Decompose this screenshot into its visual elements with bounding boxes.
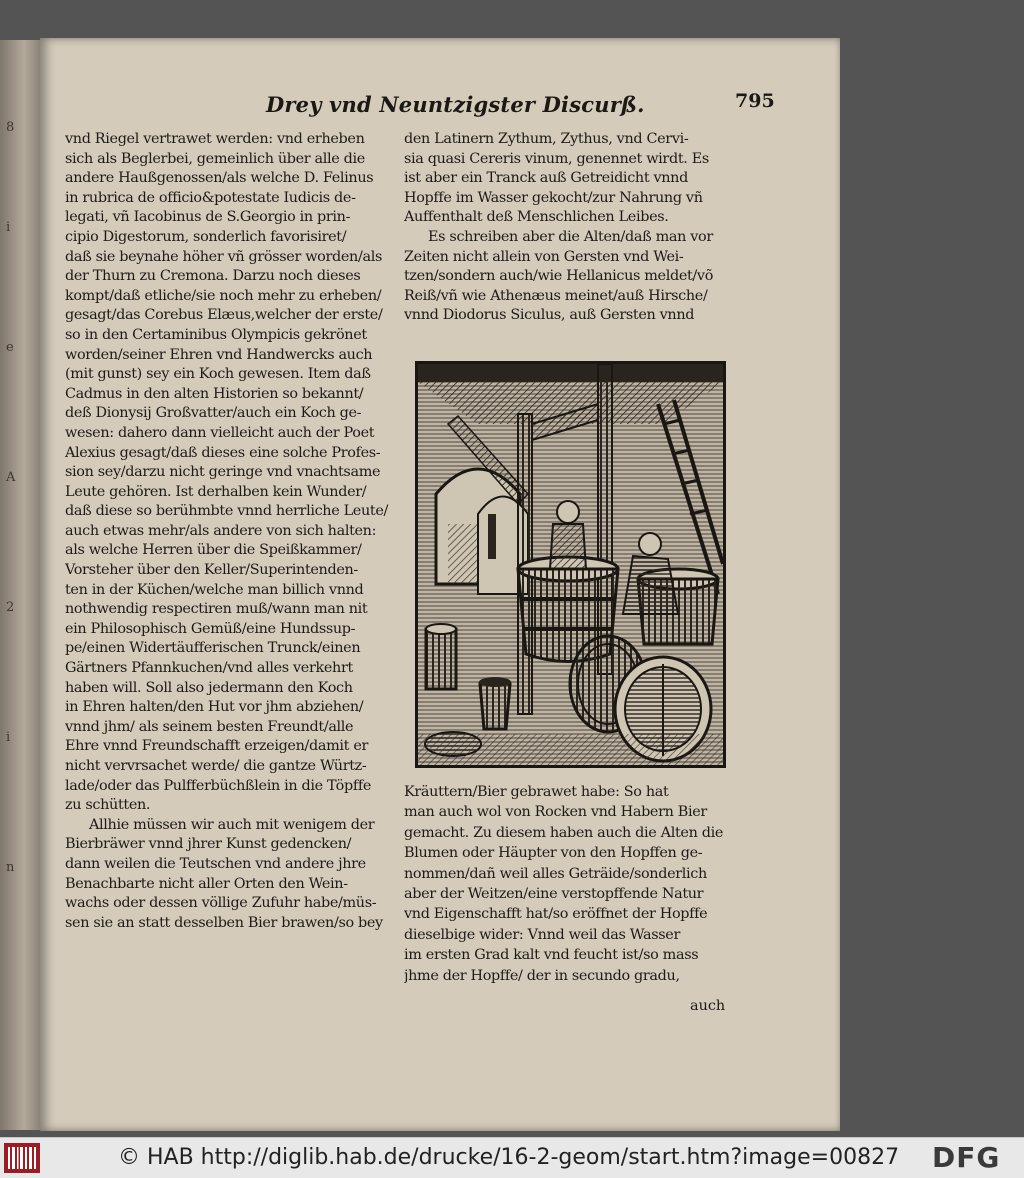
- text-line: man auch wol von Rocken vnd Habern Bier: [404, 804, 707, 821]
- previous-page-edge: 8 i e A 2 i n: [0, 40, 40, 1130]
- text-line: vnnd Diodorus Siculus, auß Gersten vnnd: [404, 307, 695, 324]
- text-line: vnnd jhm/ als seinem besten Freundt/alle: [65, 718, 354, 735]
- text-line: Zeiten nicht allein von Gersten vnd Wei-: [404, 248, 684, 265]
- copyright-url-text: © HAB http://diglib.hab.de/drucke/16-2-geom/start.htm?image=00827: [118, 1145, 900, 1170]
- text-line: (mit gunst) sey ein Koch gewesen. Item daß: [65, 366, 371, 383]
- text-line: ist aber ein Tranck auß Getreidicht vnnd: [404, 170, 688, 187]
- text-line: Leute gehören. Ist derhalben kein Wunder/: [65, 483, 367, 500]
- text-line: nicht vervrsachet werde/ die gantze Würtz-: [65, 758, 367, 774]
- catchword: auch: [690, 998, 726, 1014]
- text-line: Ehre vnnd Freundschafft erzeigen/damit er: [65, 738, 369, 755]
- text-line: nothwendig respectiren muß/wann man nit: [65, 601, 368, 618]
- text-line: in rubrica de officio&potestate Iudicis de-: [65, 189, 356, 206]
- text-line: gemacht. Zu diesem haben auch die Alten die: [404, 824, 723, 841]
- text-line: sich als Beglerbei, gemeinlich über alle die: [65, 150, 365, 167]
- text-line: Es schreiben aber die Alten/daß man vor: [428, 228, 713, 245]
- text-line: Reiß/vñ wie Athenæus meinet/auß Hirsche/: [404, 287, 708, 304]
- text-line: sia quasi Cereris vinum, genennet wirdt. Es: [404, 150, 709, 167]
- text-line: Vorsteher über den Keller/Superintenden-: [65, 562, 358, 579]
- text-line: wesen: dahero dann vielleicht auch der Poet: [65, 424, 375, 441]
- text-line: Benachbarte nicht aller Orten den Wein-: [65, 875, 348, 892]
- text-line: aber der Weitzen/eine verstopffende Natur: [404, 885, 704, 902]
- right-text-column-bottom: [404, 782, 738, 986]
- text-line: auch etwas mehr/als andere von sich halten:: [65, 522, 377, 539]
- page-number: 795: [735, 90, 775, 112]
- book-page: [40, 38, 840, 1131]
- text-line: Allhie müssen wir auch mit wenigem der: [89, 816, 375, 833]
- text-line: Kräuttern/Bier gebrawet habe: So hat: [404, 784, 669, 800]
- text-line: deß Dionysij Großvatter/auch ein Koch ge-: [65, 405, 362, 422]
- text-line: Alexius gesagt/daß dieses eine solche Profes-: [65, 444, 381, 461]
- text-line: so in den Certaminibus Olympicis gekrönet: [65, 326, 367, 343]
- text-line: daß diese so berühmbte vnnd herrliche Leute/: [65, 503, 388, 520]
- viewer-footer: [0, 1137, 1024, 1178]
- text-line: kompt/daß etliche/sie noch mehr zu erheben/: [65, 287, 382, 304]
- text-line: der Thurn zu Cremona. Darzu noch dieses: [65, 268, 361, 285]
- text-line: sen sie an statt desselben Bier brawen/so bey: [65, 914, 383, 931]
- text-line: den Latinern Zythum, Zythus, vnd Cervi-: [404, 131, 689, 147]
- text-line: legati, vñ Iacobinus de S.Georgio in prin-: [65, 209, 351, 226]
- text-line: in Ehren halten/den Hut vor jhm abziehen/: [65, 699, 364, 716]
- text-line: zu schütten.: [65, 797, 151, 814]
- text-line: ein Philosophisch Gemüß/eine Hundssup-: [65, 620, 356, 637]
- text-line: Auffenthalt deß Menschlichen Leibes.: [404, 209, 669, 226]
- text-line: sion sey/darzu nicht geringe vnd vnachtsame: [65, 464, 381, 481]
- text-line: ten in der Küchen/welche man billich vnnd: [65, 581, 364, 598]
- text-line: andere Haußgenossen/als welche D. Felinus: [65, 170, 374, 187]
- text-line: worden/seiner Ehren vnd Handwercks auch: [65, 346, 373, 363]
- text-line: wachs oder dessen völlige Zufuhr habe/müs-: [65, 895, 377, 912]
- text-line: jhme der Hopffe/ der in secundo gradu,: [404, 967, 680, 984]
- text-line: als welche Herren über die Speißkammer/: [65, 542, 362, 559]
- left-text-column: [65, 130, 398, 933]
- text-line: Blumen oder Häupter von den Hopffen ge-: [404, 845, 703, 862]
- text-line: Cadmus in den alten Historien so bekannt/: [65, 385, 364, 402]
- text-line: daß sie beynahe höher vñ grösser worden/als: [65, 248, 382, 265]
- text-line: tzen/sondern auch/wie Hellanicus meldet/võ: [404, 268, 714, 285]
- text-line: gesagt/das Corebus Elæus,welcher der erste/: [65, 307, 383, 324]
- barcode-icon: [4, 1143, 40, 1173]
- right-text-column-top: [404, 130, 738, 326]
- text-line: vnd Eigenschafft hat/so eröffnet der Hopffe: [404, 906, 708, 923]
- text-line: lade/oder das Pulfferbüchßlein in die Töpffe: [65, 777, 371, 794]
- text-line: haben will. Soll also jedermann den Koch: [65, 679, 353, 696]
- text-line: Hopffe im Wasser gekocht/zur Nahrung vñ: [404, 189, 703, 206]
- dfg-logo: DFG: [932, 1141, 1001, 1174]
- text-line: Gärtners Pfannkuchen/vnd alles verkehrt: [65, 660, 353, 677]
- running-head: Drey vnd Neuntzigster Discurß.: [266, 92, 645, 117]
- text-line: vnd Riegel vertrawet werden: vnd erheben: [65, 131, 365, 147]
- text-line: pe/einen Widertäufferischen Trunck/einen: [65, 640, 361, 657]
- text-line: dieselbige wider: Vnnd weil das Wasser: [404, 926, 680, 943]
- text-line: dann weilen die Teutschen vnd andere jhre: [65, 855, 366, 872]
- text-line: cipio Digestorum, sonderlich favorisiret/: [65, 228, 347, 245]
- text-line: nommen/dañ weil alles Geträide/sonderlich: [404, 865, 707, 882]
- text-line: Bierbräwer vnnd jhrer Kunst gedencken/: [65, 836, 352, 853]
- text-line: im ersten Grad kalt vnd feucht ist/so mass: [404, 947, 699, 964]
- brewery-woodcut-illustration: [415, 361, 726, 768]
